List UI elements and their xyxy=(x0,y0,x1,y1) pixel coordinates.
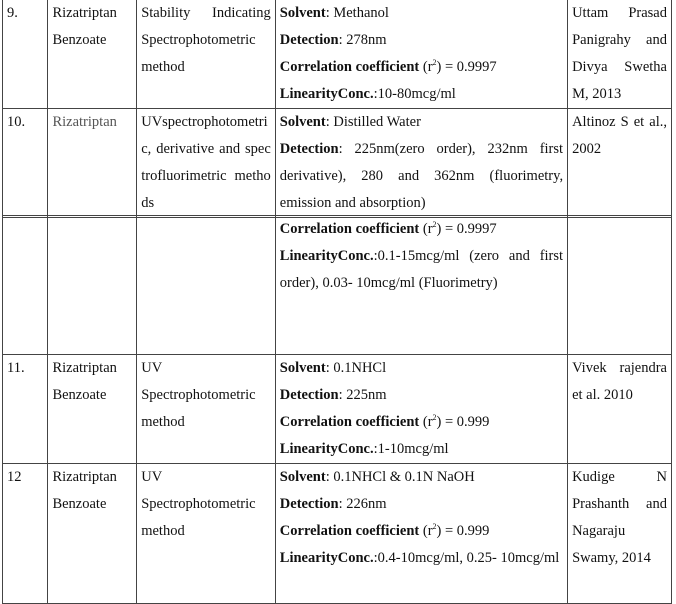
correlation-label: Correlation coefficient xyxy=(279,523,420,539)
table-row xyxy=(3,464,672,604)
correlation-value: ) = 0.999 xyxy=(436,414,490,430)
drug-name: Rizatriptan Benzoate xyxy=(48,0,137,109)
correlation-label: Correlation coefficient xyxy=(279,221,420,237)
correlation-prefix: (r xyxy=(419,523,433,539)
solvent-label: Solvent xyxy=(279,469,326,485)
linearity-label: LinearityConc. xyxy=(279,248,374,264)
correlation-label: Correlation coefficient xyxy=(279,59,420,75)
table-row xyxy=(3,355,672,464)
linearity-value: :10-80mcg/ml xyxy=(373,86,456,102)
table-row xyxy=(3,109,672,218)
table-row xyxy=(3,216,672,355)
detection-label: Detection xyxy=(279,387,339,403)
linearity-value: :0.1-15mcg/ml (zero and first order), 0.03- 10mcg/ml (Fluorimetry) xyxy=(279,248,564,291)
reference: Kudige N Prashanth and Nagaraju Swamy, 2014 xyxy=(568,464,672,604)
correlation-value: ) = 0.999 xyxy=(436,523,490,539)
correlation-superscript: 2 xyxy=(432,58,437,68)
reference: Altinoz S et al., 2002 xyxy=(568,109,672,218)
reference: Uttam Prasad Panigrahy and Divya Swetha M, 2013 xyxy=(568,0,672,109)
correlation-prefix: (r xyxy=(419,59,433,75)
method-name: UV Spectrophotometric method xyxy=(137,464,276,604)
methods-table-top xyxy=(2,0,672,218)
linearity-value: :1-10mcg/ml xyxy=(373,441,449,457)
solvent-value: : 0.1NHCl xyxy=(325,360,387,376)
row-number: 12 xyxy=(3,464,48,604)
detection-value: : 225nm xyxy=(338,387,387,403)
drug-name: Rizatriptan Benzoate xyxy=(48,355,137,464)
row-number: 11. xyxy=(3,355,48,464)
correlation-superscript: 2 xyxy=(432,220,437,230)
correlation-prefix: (r xyxy=(419,414,433,430)
solvent-label: Solvent xyxy=(279,114,326,130)
solvent-value: : Methanol xyxy=(325,5,389,21)
linearity-value: :0.4-10mcg/ml, 0.25- 10mcg/ml xyxy=(373,550,560,566)
method-name: UV Spectrophotometric method xyxy=(137,355,276,464)
solvent-value: : Distilled Water xyxy=(325,114,421,130)
correlation-label: Correlation coefficient xyxy=(279,414,420,430)
solvent-label: Solvent xyxy=(279,5,326,21)
reference: Vivek rajendra et al. 2010 xyxy=(568,355,672,464)
correlation-value: ) = 0.9997 xyxy=(436,59,497,75)
method-details xyxy=(275,355,567,464)
method-details xyxy=(275,0,567,109)
method-name: Stability Indicating Spectrophotometric method xyxy=(137,0,276,109)
solvent-value: : 0.1NHCl & 0.1N NaOH xyxy=(325,469,475,485)
method-name: UVspectrophotometric, derivative and spectrofluorimetric methods xyxy=(137,109,276,218)
detection-value: : 225nm(zero order), 232nm first derivative), 280 and 362nm (fluorimetry, emission and absorption) xyxy=(279,141,564,211)
method-details xyxy=(275,109,567,218)
method-details xyxy=(275,464,567,604)
correlation-prefix: (r xyxy=(419,221,433,237)
detection-label: Detection xyxy=(279,141,339,157)
solvent-label: Solvent xyxy=(279,360,326,376)
row-number: 10. xyxy=(3,109,48,218)
detection-value: : 226nm xyxy=(338,496,387,512)
correlation-value: ) = 0.9997 xyxy=(436,221,497,237)
linearity-label: LinearityConc. xyxy=(279,550,374,566)
linearity-label: LinearityConc. xyxy=(279,441,374,457)
method-details xyxy=(275,216,567,355)
detection-label: Detection xyxy=(279,496,339,512)
drug-name: Rizatriptan xyxy=(48,109,137,218)
row-number: 9. xyxy=(3,0,48,109)
detection-label: Detection xyxy=(279,32,339,48)
correlation-superscript: 2 xyxy=(432,413,437,423)
drug-name: Rizatriptan Benzoate xyxy=(48,464,137,604)
detection-value: : 278nm xyxy=(338,32,387,48)
table-row xyxy=(3,0,672,109)
methods-table-bottom xyxy=(2,215,672,604)
linearity-label: LinearityConc. xyxy=(279,86,374,102)
correlation-superscript: 2 xyxy=(432,522,437,532)
